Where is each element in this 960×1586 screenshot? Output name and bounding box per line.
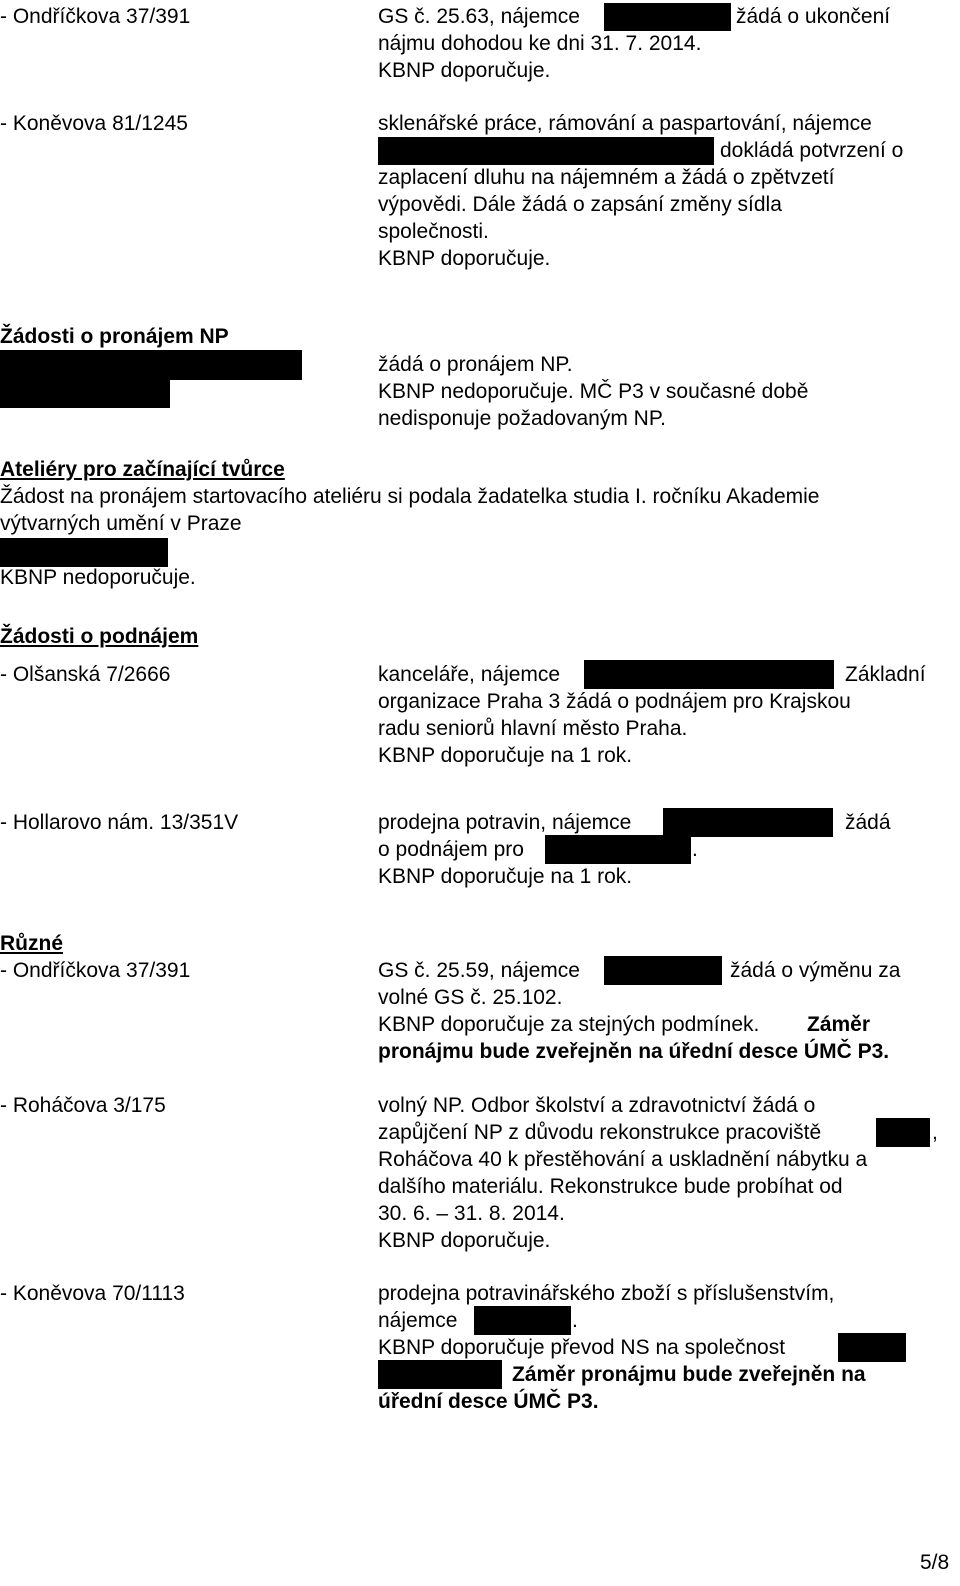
- text-line: výtvarných umění v Praze: [0, 512, 242, 535]
- text-line: žádá: [845, 811, 891, 834]
- section-heading: Žádosti o podnájem: [0, 625, 199, 648]
- address-olsanska: - Olšanská 7/2666: [0, 663, 171, 686]
- text-line: prodejna potravin, nájemce: [378, 811, 632, 834]
- text-line: dalšího materiálu. Rekonstrukce bude probíhat od: [378, 1175, 843, 1198]
- redaction-box: [838, 1333, 906, 1362]
- text-line: o podnájem pro: [378, 838, 524, 861]
- address-konevova: - Koněvova 81/1245: [0, 112, 188, 135]
- text-line: nedisponuje požadovaným NP.: [378, 407, 666, 430]
- text-line: .: [692, 838, 698, 861]
- text-line: dokládá potvrzení o: [720, 139, 904, 162]
- text-line: zapůjčení NP z důvodu rekonstrukce pracoviště: [378, 1121, 822, 1144]
- address-rohacova: - Roháčova 3/175: [0, 1094, 166, 1117]
- recommendation: KBNP doporučuje na 1 rok.: [378, 865, 633, 888]
- redaction-box: [876, 1118, 930, 1147]
- redaction-box: [604, 956, 722, 985]
- redaction-box: [584, 660, 834, 689]
- address-hollarovo: - Hollarovo nám. 13/351V: [0, 811, 239, 834]
- redaction-box: [0, 350, 302, 380]
- redaction-box: [378, 1360, 502, 1389]
- recommendation: KBNP doporučuje za stejných podmínek.: [378, 1013, 760, 1036]
- text-line: volný NP. Odbor školství a zdravotnictví žádá o: [378, 1094, 816, 1117]
- recommendation: KBNP doporučuje.: [378, 1229, 551, 1252]
- redaction-box: [474, 1306, 571, 1335]
- text-line: žádá o pronájem NP.: [378, 353, 573, 376]
- redaction-box: [0, 538, 168, 567]
- recommendation: KBNP doporučuje.: [378, 59, 551, 82]
- section-heading: Ateliéry pro začínající tvůrce: [0, 458, 285, 481]
- text-line: KBNP nedoporučuje. MČ P3 v současné době: [378, 380, 809, 403]
- notice-bold: úřední desce ÚMČ P3.: [378, 1390, 599, 1413]
- redaction-box: [663, 808, 833, 837]
- text-line: žádá o výměnu za: [730, 959, 901, 982]
- recommendation: KBNP doporučuje na 1 rok.: [378, 744, 633, 767]
- address-ondrickova: - Ondříčkova 37/391: [0, 5, 191, 28]
- page-number: 5/8: [920, 1551, 950, 1574]
- section-heading: Žádosti o pronájem NP: [0, 325, 229, 348]
- notice-bold: Záměr: [807, 1013, 871, 1036]
- address-konevova: - Koněvova 70/1113: [0, 1282, 185, 1305]
- section-heading: Různé: [0, 932, 63, 955]
- redaction-box: [604, 3, 731, 31]
- text-line: Roháčova 40 k přestěhování a uskladnění nábytku a: [378, 1148, 868, 1171]
- text-line: sklenářské práce, rámování a paspartování, nájemce: [378, 112, 872, 135]
- notice-bold: Záměr pronájmu bude zveřejněn na: [512, 1363, 866, 1386]
- redaction-box: [545, 835, 691, 864]
- text-line: nájemce: [378, 1309, 458, 1332]
- text-line: společnosti.: [378, 220, 489, 243]
- text-line: GS č. 25.63, nájemce: [378, 5, 580, 28]
- text-line: organizace Praha 3 žádá o podnájem pro Krajskou: [378, 690, 851, 713]
- text-line: volné GS č. 25.102.: [378, 986, 563, 1009]
- text-line: nájmu dohodou ke dni 31. 7. 2014.: [378, 32, 702, 55]
- text-line: zaplacení dluhu na nájemném a žádá o zpětvzetí: [378, 166, 835, 189]
- recommendation: KBNP doporučuje převod NS na společnost: [378, 1336, 786, 1359]
- text-line: ,: [932, 1121, 938, 1144]
- recommendation: KBNP doporučuje.: [378, 247, 551, 270]
- text-line: 30. 6. – 31. 8. 2014.: [378, 1202, 565, 1225]
- text-line: Žádost na pronájem startovacího ateliéru si podala žadatelka studia I. ročníku Akademie: [0, 485, 820, 508]
- address-ondrickova: - Ondříčkova 37/391: [0, 959, 191, 982]
- redaction-box: [378, 137, 714, 165]
- notice-bold: pronájmu bude zveřejněn na úřední desce ÚMČ P3.: [378, 1040, 890, 1063]
- redaction-box: [0, 378, 170, 408]
- text-line: radu seniorů hlavní město Praha.: [378, 717, 688, 740]
- text-line: GS č. 25.59, nájemce: [378, 959, 580, 982]
- text-line: žádá o ukončení: [736, 5, 891, 28]
- recommendation: KBNP nedoporučuje.: [0, 566, 196, 589]
- text-line: kanceláře, nájemce: [378, 663, 561, 686]
- text-line: .: [572, 1309, 578, 1332]
- text-line: Základní: [845, 663, 926, 686]
- text-line: výpovědi. Dále žádá o zapsání změny sídla: [378, 193, 782, 216]
- text-line: prodejna potravinářského zboží s příslušenstvím,: [378, 1282, 835, 1305]
